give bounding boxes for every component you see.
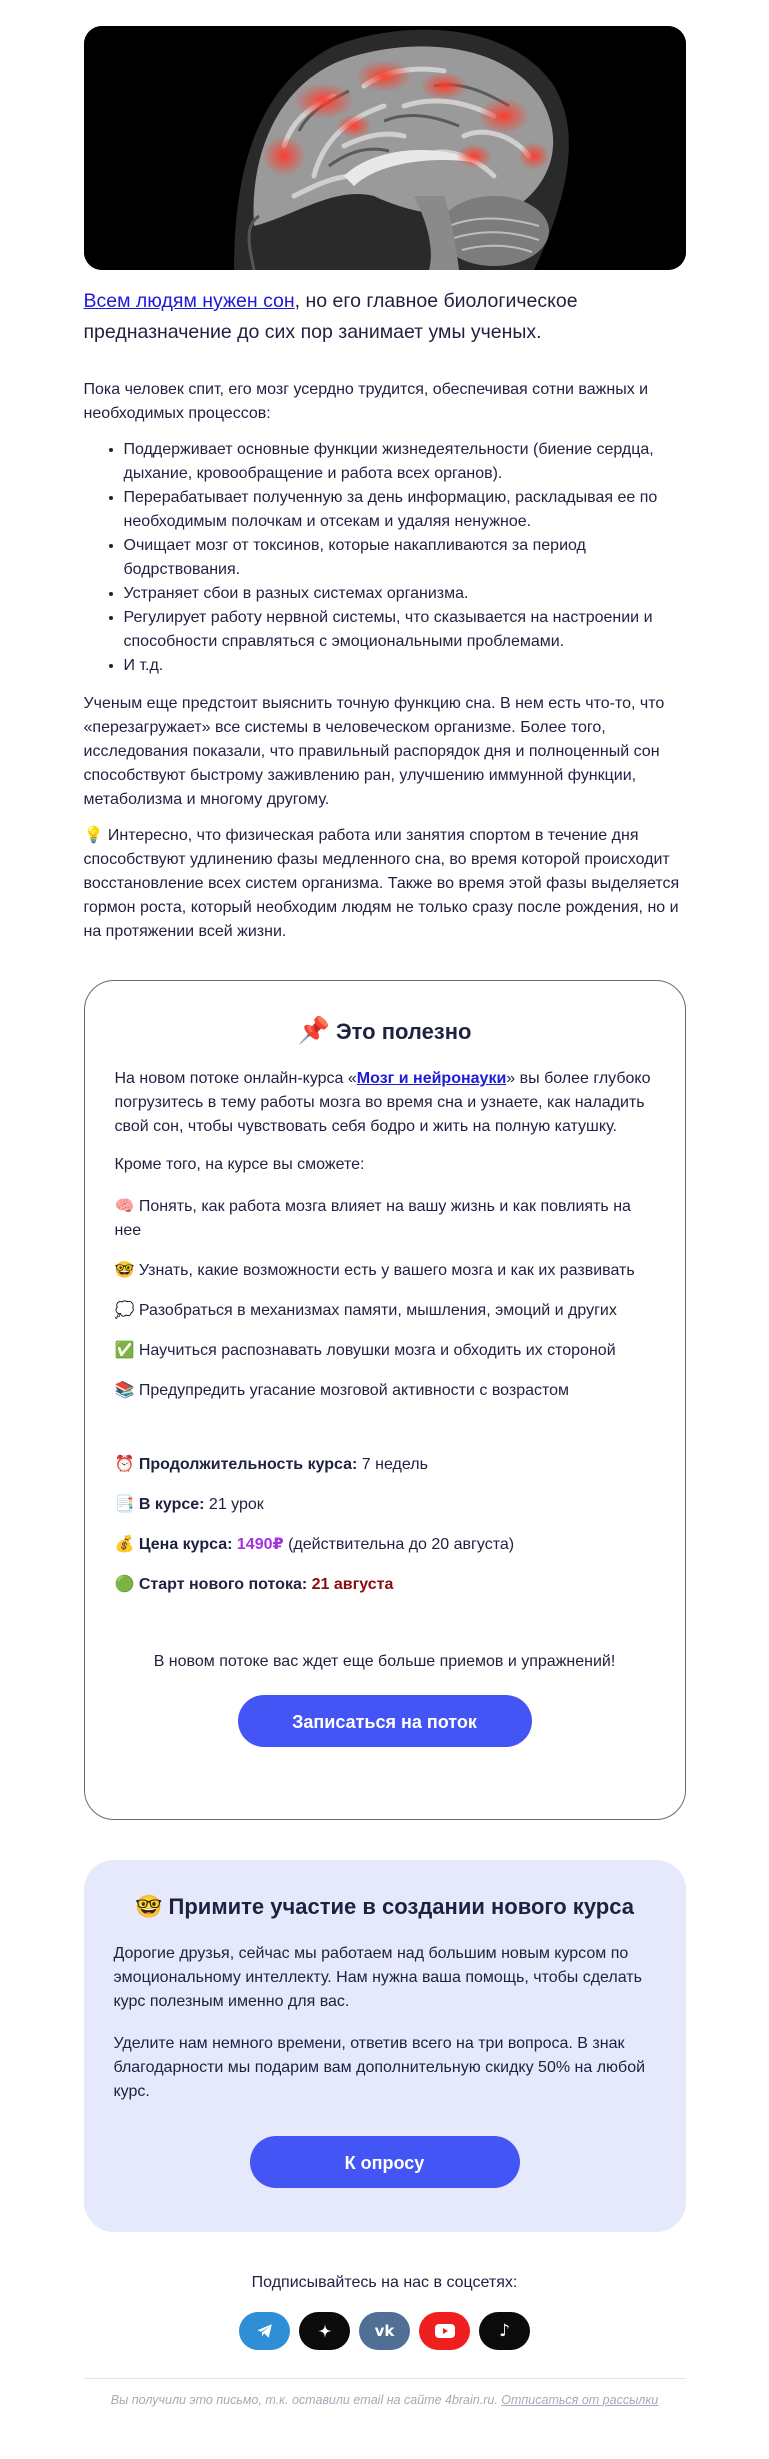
survey-title: 🤓 Примите участие в создании нового курса bbox=[135, 1894, 634, 1919]
survey-paragraph: Дорогие друзья, сейчас мы работаем над большим новым курсом по эмоциональному интеллекту. Нам нужна ваша помощь, чтобы сделать курс полезным именно для вас. bbox=[113, 1945, 642, 2010]
course-desc-end: » вы более глубоко погрузитесь в тему работы мозга во время сна и узнаете, как наладить свой сон, чтобы чувствовать себя бодро и жить на полную катушку. bbox=[114, 1070, 651, 1135]
money-bag-icon: 💰 bbox=[114, 1536, 135, 1553]
list-item: • Регулирует работу нервной системы, что сказывается на настроении и способности справляться с эмоциональными проблемами. bbox=[124, 606, 686, 654]
sleep-article-link[interactable]: Всем людям нужен сон bbox=[83, 290, 295, 312]
start-fact bbox=[115, 1573, 655, 1597]
feature-item: 💭 Разобраться в механизмах памяти, мышления, эмоций и других bbox=[114, 1302, 617, 1319]
green-circle-icon: 🟢 bbox=[114, 1576, 135, 1593]
list-item: • Устраняет сбои в разных системах организма. bbox=[124, 582, 686, 606]
brain-mri-image bbox=[84, 26, 686, 270]
course-link[interactable]: Мозг и нейронауки bbox=[356, 1070, 507, 1087]
price-label: Цена курса: bbox=[138, 1536, 233, 1553]
duration-fact bbox=[115, 1453, 655, 1477]
feature-item: 📚 Предупредить угасание мозговой активности с возрастом bbox=[114, 1382, 570, 1399]
brain-functions-list bbox=[84, 438, 686, 678]
tiktok-icon[interactable]: ♪ bbox=[479, 2312, 530, 2350]
lead-text: , но его главное биологическое предназначение до сих пор занимает умы ученых. bbox=[83, 290, 578, 343]
course-facts bbox=[115, 1453, 655, 1597]
telegram-icon[interactable] bbox=[239, 2312, 290, 2350]
email-container bbox=[84, 0, 686, 2407]
course-desc-start: На новом потоке онлайн-курса « bbox=[114, 1070, 357, 1087]
lessons-fact bbox=[115, 1493, 655, 1517]
duration-value: 7 недель bbox=[357, 1456, 428, 1473]
list-item: • Перерабатывает полученную за день информацию, раскладывая ее по необходимым полочкам и отсекам и удаляя ненужное. bbox=[124, 486, 686, 534]
new-flow-text: В новом потоке вас ждет еще больше приемов и упражнений! bbox=[153, 1653, 616, 1670]
useful-title bbox=[115, 1015, 655, 1049]
list-item: • И т.д. bbox=[124, 654, 686, 678]
price-fact bbox=[115, 1533, 655, 1557]
list-item: • Очищает мозг от токсинов, которые накапливаются за период бодрствования. bbox=[124, 534, 686, 582]
duration-label: Продолжительность курса: bbox=[138, 1456, 358, 1473]
youtube-icon[interactable] bbox=[419, 2312, 470, 2350]
survey-paragraph: Уделите нам немного времени, ответив всего на три вопроса. В знак благодарности мы подарим вам дополнительную скидку 50% на любой курс. bbox=[113, 2035, 646, 2100]
feature-item: 🤓 Узнать, какие возможности есть у вашего мозга и как их развивать bbox=[114, 1262, 635, 1279]
social-links bbox=[84, 2312, 686, 2350]
start-label: Старт нового потока: bbox=[138, 1576, 308, 1593]
sparkle-icon[interactable] bbox=[299, 2312, 350, 2350]
unsubscribe-link[interactable]: Отписаться от рассылки bbox=[501, 2393, 659, 2407]
list-item: • Поддерживает основные функции жизнедеятельности (биение сердца, дыхание, кровообращение и работа всех органов). bbox=[124, 438, 686, 486]
survey-button[interactable]: К опросу bbox=[250, 2136, 520, 2188]
footer-divider bbox=[84, 2378, 686, 2379]
research-paragraph: Ученым еще предстоит выяснить точную функцию сна. В нем есть что-то, что «перезагружает» все системы в человеческом организме. Более того, исследования показали, что правильный распорядок дня и полноценный сон способствуют быстрому заживлению ран, улучшению иммунной функции, метаболизма и многому другому. bbox=[83, 695, 665, 808]
start-value: 21 августа bbox=[311, 1576, 394, 1593]
lessons-value: 21 урок bbox=[204, 1496, 264, 1513]
survey-card bbox=[84, 1860, 686, 2232]
feature-item: ✅ Научиться распознавать ловушки мозга и обходить их стороной bbox=[114, 1342, 616, 1359]
useful-card bbox=[84, 980, 686, 1820]
vk-icon[interactable]: vk bbox=[359, 2312, 410, 2350]
alarm-clock-icon: ⏰ bbox=[114, 1456, 135, 1473]
price-note: (действительна до 20 августа) bbox=[283, 1536, 515, 1553]
lessons-label: В курсе: bbox=[138, 1496, 205, 1513]
social-title: Подписывайтесь на нас в соцсетях: bbox=[251, 2274, 518, 2291]
enroll-button[interactable]: Записаться на поток bbox=[238, 1695, 532, 1747]
lead-paragraph bbox=[84, 286, 686, 348]
course-description bbox=[115, 1067, 655, 1139]
pushpin-icon: 📌 bbox=[297, 1015, 330, 1045]
footer-text bbox=[84, 2393, 686, 2407]
footer-note: Вы получили это письмо, т.к. оставили email на сайте 4brain.ru. bbox=[110, 2393, 502, 2407]
useful-title-text: Это полезно bbox=[336, 1019, 472, 1044]
feature-item: 🧠 Понять, как работа мозга влияет на вашу жизнь и как повлиять на нее bbox=[114, 1198, 631, 1239]
course-benefits-intro: Кроме того, на курсе вы сможете: bbox=[114, 1156, 365, 1173]
price-value: 1490₽ bbox=[236, 1536, 284, 1553]
intro-paragraph: Пока человек спит, его мозг усердно трудится, обеспечивая сотни важных и необходимых процессов: bbox=[83, 381, 649, 422]
bookmark-tabs-icon: 📑 bbox=[114, 1496, 135, 1513]
interesting-paragraph: 💡 Интересно, что физическая работа или занятия спортом в течение дня способствуют удлинению фазы медленного сна, во время которой происходит восстановление всех систем организма. Также во время этой фазы выделяется гормон роста, который необходим людям не только сразу после рождения, но и на протяжении всей жизни. bbox=[83, 827, 680, 940]
